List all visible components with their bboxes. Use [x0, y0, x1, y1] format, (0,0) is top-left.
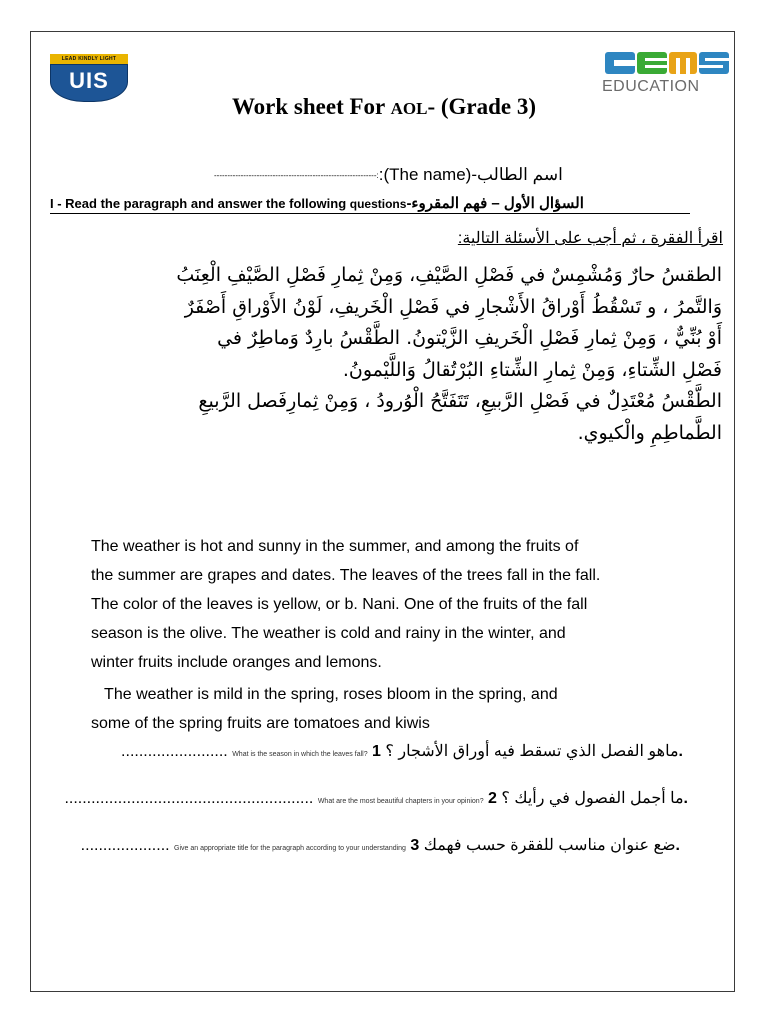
gems-wordmark-icon	[605, 52, 730, 76]
english-line: The color of the leaves is yellow, or b. Nani. One of the fruits of the fall	[91, 596, 588, 613]
svg-text:GEMS: GEMS	[667, 68, 670, 69]
gems-education-label: EDUCATION	[602, 78, 700, 95]
question-3-number: 3.	[410, 837, 680, 854]
worksheet-title	[0, 94, 768, 120]
question-2-number: 2.	[488, 790, 688, 807]
title-part3: - (Grade 3)	[427, 94, 537, 119]
title-part1: Work sheet For	[231, 94, 391, 119]
question-3	[81, 835, 680, 855]
question-1-en: What is the season in which the leaves fall?	[232, 751, 368, 758]
arabic-line: الطقسُ حارٌ وَمُشْمِسٌ في فَصْلِ الصَّيْفِ، وَمِنْ ثِمارِ فَصْلِ الصَّيْفِ الْعِنَبُ	[176, 264, 722, 286]
arabic-line: وَالتَّمرُ ، و تَسْقُطُ أَوْراقُ الأَشْجارِ في فَصْلِ الْخَريفِ، لَوْنُ الأَوْراقِ أَصْفَرٌ	[184, 295, 722, 318]
question-3-ar: ضع عنوان مناسب للفقرة حسب فهمك	[423, 837, 676, 854]
question-1-number: 1.	[372, 743, 683, 760]
english-line: some of the spring fruits are tomatoes and kiwis	[91, 715, 430, 732]
student-name-line	[214, 165, 563, 185]
question-2	[64, 788, 688, 808]
name-label: اسم الطالب-(The name):	[378, 165, 563, 184]
question-2-en: What are the most beautiful chapters in your opinion?	[317, 798, 484, 805]
arabic-line: فَصْلِ الشِّتاءِ، وَمِنْ ثِمارِ الشِّتاءِ البُرْتُقالُ وَاللَّيْمونُ.	[342, 358, 722, 381]
arabic-line: الطَّماطِمِ والْكيوي.	[577, 421, 722, 444]
question-1	[121, 741, 683, 761]
question-1-dots: ........................	[121, 743, 228, 760]
english-paragraph	[91, 532, 711, 738]
arabic-paragraph	[88, 260, 722, 449]
question-3-dots: ....................	[80, 837, 170, 854]
instruction-ar: اقرأ الفقرة ، ثم أجب على الأسئلة التالية:	[457, 230, 723, 247]
english-line: the summer are grapes and dates. The leaves of the trees fall in the fall.	[91, 567, 601, 584]
english-line: winter fruits include oranges and lemons.	[91, 654, 382, 671]
section-header-ar: السؤال الأول – فهم المقروء-	[406, 195, 584, 212]
question-3-en: Give an appropriate title for the paragraph according to your understanding	[174, 845, 406, 852]
name-dots: -------------------------------------------------------------:	[214, 171, 379, 181]
question-2-ar: ما أجمل الفصول في رأيك ؟	[501, 790, 684, 807]
uis-motto: LEAD KINDLY LIGHT	[50, 54, 128, 64]
question-1-ar: ماهو الفصل الذي تسقط فيه أوراق الأشجار ؟	[385, 743, 679, 760]
question-2-dots: ........................................................	[64, 790, 314, 807]
arabic-line: الطَّقْسُ مُعْتَدِلٌ في فَصْلِ الرَّبيعِ، تَتَفَتَّحُ الْوُرودُ ، وَمِنْ ثِمارِفَصل الرَّبيعِ	[198, 390, 722, 412]
uis-text: UIS	[69, 68, 109, 93]
english-paragraph-1	[91, 532, 711, 677]
section-header	[50, 194, 690, 214]
english-line: season is the olive. The weather is cold and rainy in the winter, and	[91, 625, 566, 642]
english-line: The weather is mild in the spring, roses bloom in the spring, and	[91, 686, 558, 703]
gems-logo	[600, 52, 728, 98]
section-header-en-small: questions	[349, 197, 407, 211]
title-part2: AOL	[390, 99, 428, 118]
english-paragraph-2	[91, 680, 711, 738]
english-line: The weather is hot and sunny in the summer, and among the fruits of	[91, 538, 579, 555]
arabic-line: أَوْ بُنِّيٌّ ، وَمِنْ ثِمارِ فَصْلِ الْخَريفِ الزَّيْتونُ. الطَّقْسُ بارِدٌ وَماطِرٌ في	[217, 327, 722, 349]
section-header-en: I - Read the paragraph and answer the following	[50, 196, 350, 211]
